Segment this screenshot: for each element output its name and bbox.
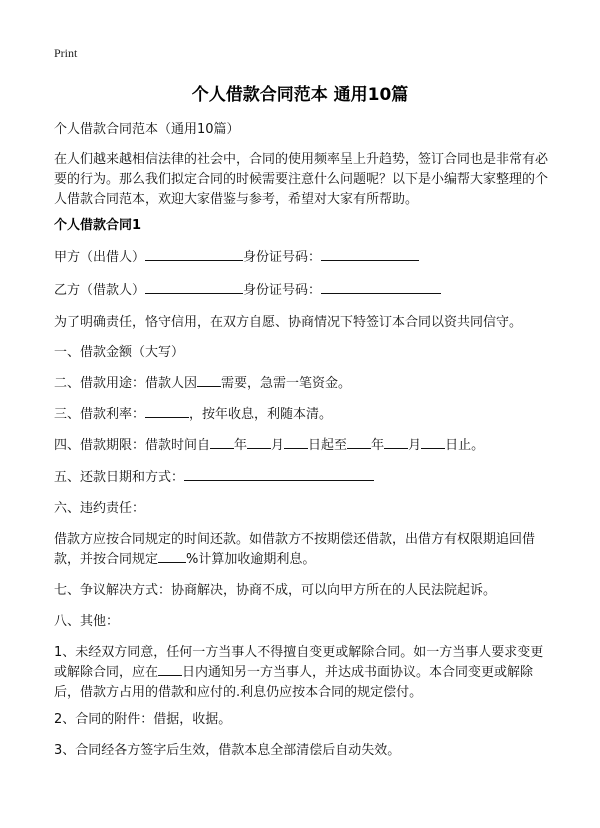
party-b-name-blank: [145, 281, 243, 294]
document-subtitle: 个人借款合同范本（通用10篇）: [54, 122, 240, 137]
intro-paragraph: 在人们越来越相信法律的社会中，合同的使用频率呈上升趋势，签订合同也是非常有必要的行为。那么我们拟定合同的时候需要注意什么问题呢？以下是小编帮大家整理的个人借款合同范本，欢迎大家借鉴与参考，希望对大家有所帮助。: [54, 152, 549, 207]
party-b-id-label: 身份证号码：: [243, 283, 322, 298]
clause-purpose-text-a: 二、借款用途：借款人因: [54, 376, 198, 391]
start-year-blank: [210, 436, 234, 449]
party-a-id-blank: [321, 248, 419, 261]
clause-purpose: [54, 374, 554, 394]
clause-amount: 一、借款金额（大写）: [54, 345, 185, 360]
other-item-3: 3、合同经各方签字后生效，借款本息全部清偿后自动失效。: [54, 743, 401, 758]
other-item-1: [54, 643, 548, 703]
purpose-blank: [197, 374, 221, 387]
clause-repayment: [54, 468, 554, 488]
clause-rate-text-a: 三、借款利率：: [54, 407, 146, 422]
end-day-label: 日止。: [445, 438, 485, 453]
liability-text-b: %计算加收逾期利息。: [186, 552, 316, 567]
end-month-label: 月: [408, 438, 422, 453]
end-day-blank: [421, 436, 445, 449]
section-title: 个人借款合同1: [54, 218, 142, 233]
party-a-name-blank: [145, 248, 243, 261]
end-month-blank: [384, 436, 408, 449]
clause-repayment-label: 五、还款日期和方式：: [54, 470, 185, 485]
clause-term-text-a: 四、借款期限：借款时间自: [54, 438, 211, 453]
clause-term: [54, 436, 554, 456]
document-title: 个人借款合同范本 通用10篇: [191, 85, 409, 105]
end-year-blank: [347, 436, 371, 449]
party-b-line: [54, 281, 554, 301]
party-a-label: 甲方（出借人）: [54, 250, 146, 265]
liability-text-a: 借款方应按合同规定的时间还款。如借款方不按期偿还借款，出借方有权限期追回借款，并按合同规定: [54, 532, 536, 567]
interest-percent-blank: [158, 550, 186, 563]
clause-rate-text-b: ，按年收息，利随本清。: [189, 407, 333, 422]
party-a-line: [54, 248, 554, 268]
start-year-label: 年: [234, 438, 248, 453]
start-month-label: 月: [271, 438, 285, 453]
start-day-blank: [284, 436, 308, 449]
print-link[interactable]: Print: [54, 46, 78, 60]
notice-days-blank: [158, 663, 182, 676]
party-b-label: 乙方（借款人）: [54, 283, 146, 298]
other-item-1-text-a: 1、未经双方同意，任何一方当事人不得擅自变更或解除合同。如一方当事人要求变更或解除合同，应在: [54, 645, 544, 680]
rate-blank: [145, 405, 189, 418]
other-item-1-text-b: 日内通知另一方当事人，并达成书面协议。本合同变更或解除后，借款方占用的借款和应付的.利息仍应按本合同的规定偿付。: [54, 665, 534, 700]
clause-rate: [54, 405, 554, 425]
party-a-id-label: 身份证号码：: [243, 250, 322, 265]
repayment-blank: [184, 468, 374, 481]
start-day-label: 日起至: [308, 438, 348, 453]
party-b-id-blank: [321, 281, 441, 294]
clause-purpose-text-b: 需要，急需一笔资金。: [221, 376, 352, 391]
clause-other: 八、其他：: [54, 614, 120, 629]
start-month-blank: [247, 436, 271, 449]
preamble: 为了明确责任，恪守信用，在双方自愿、协商情况下特签订本合同以资共同信守。: [54, 315, 523, 330]
clause-dispute: 七、争议解决方式：协商解决，协商不成，可以向甲方所在的人民法院起诉。: [54, 583, 497, 598]
liability-paragraph: [54, 530, 548, 570]
clause-liability: 六、违约责任：: [54, 501, 146, 516]
other-item-2: 2、合同的附件：借据，收据。: [54, 712, 232, 727]
end-year-label: 年: [371, 438, 385, 453]
